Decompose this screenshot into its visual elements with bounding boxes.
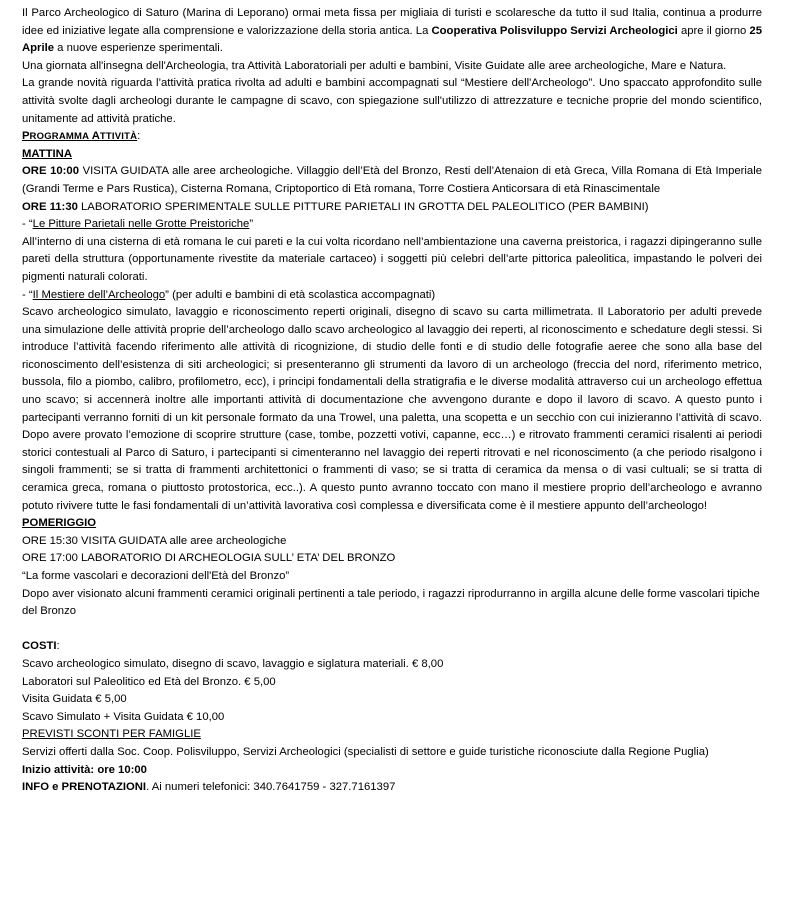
cooperative-name: Cooperativa Polisviluppo Servizi Archeologici — [431, 24, 678, 37]
schedule-item — [22, 163, 762, 198]
schedule-time: ORE 10:00 — [22, 165, 79, 178]
sconti-heading: PREVISTI SCONTI PER FAMIGLIE — [22, 728, 201, 741]
workshop-description: Dopo aver visionato alcuni frammenti ceramici originali pertinenti a tale periodo, i ragazzi riprodurranno in argilla alcune delle forme vascolari tipiche del Bronzo — [22, 587, 760, 618]
costi-heading: COSTI: — [22, 640, 60, 653]
programma-heading: PROGRAMMA ATTIVITÀ: — [22, 130, 141, 143]
intro-paragraph-2: Una giornata all'insegna dell'Archeologia, tra Attività Laboratoriali per adulti e bambini, Visite Guidate alle aree archeologiche, Mare e Natura. — [22, 59, 727, 72]
lab-title-text: Le Pitture Parietali nelle Grotte Preistoriche — [32, 218, 250, 231]
lab-description: Scavo archeologico simulato, lavaggio e riconoscimento reperti originali, disegno di scavo su carta millimetrata. Il Laboratorio per adulti prevede una simulazione delle attività proprie dell’archeologo dallo scavo archeologico al lavaggio dei reperti, al riconoscimento e schedature degli stessi. Si introduce l’attività facendo riferimento alle attività di ricognizione, di studio delle fonti e di studio delle fotografie aeree che sono alla base del riconoscimento dell’esistenza di siti archeologici; si presenteranno gli strumenti da lavoro di un archeologo (freccia del nord, riferimento metrico, bussola, filo a piombo, calibro, profilometro, ecc), i principi fondamentali della stratigrafia e le diverse modalità attraverso cui un archeologo effettua uno scavo; si accennerà inoltre alle importanti attività di documentazione che avvengono durante e dopo il lavoro di scavo. A questo punto i partecipanti verranno forniti di un kit personale formato da una Trowel, una paletta, una scopetta e un secchio con cui inizieranno l’attività di scavo. Dopo avere provato l’emozione di scoprire strutture (case, tombe, pozzetti votivi, capanne, ecc…) e ritrovato frammenti ceramici risalenti ai periodi storici contestuali al Parco di Saturo, i partecipanti si cimenteranno nel lavaggio dei reperti ritrovati e nel riconoscimento (a che periodo risalgono i singoli frammenti; se si tratta di frammenti architettonici o frammenti di vaso; se si tratta di ceramica da mensa o di vasi cultuali; se si tratta di ceramica greca, romana o piuttosto protostorica, ecc..). A questo punto avranno toccato con mano il mestiere proprio dell’archeologo e avranno potuto rivivere tutte le fasi fondamentali di un’attività lavorativa così complessa e diversificata come è il mestiere appunto dell’archeologo! — [22, 306, 762, 512]
spacer — [22, 621, 762, 639]
mattina-heading: MATTINA — [22, 147, 72, 160]
pomeriggio-heading: POMERIGGIO — [22, 517, 97, 530]
price-item: Scavo archeologico simulato, disegno di scavo, lavaggio e siglatura materiali. € 8,00 — [22, 657, 444, 670]
contact-info — [22, 779, 762, 797]
intro-paragraph — [22, 5, 762, 58]
services-text: Servizi offerti dalla Soc. Coop. Polisviluppo, Servizi Archeologici (specialisti di settore e guide turistiche riconosciute dalla Regione Puglia) — [22, 745, 709, 758]
lab-title: - “Le Pitture Parietali nelle Grotte Preistoriche” — [22, 218, 254, 231]
contact-label: INFO e PRENOTAZIONI — [22, 781, 147, 794]
schedule-text: VISITA GUIDATA alle aree archeologiche. Villaggio dell’Età del Bronzo, Resti dell’Atenaion di età Greca, Villa Romana di Età Imperiale (Grandi Terme e Pars Rustica), Cisterna Romana, Criptoportico di Età romana, Torre Costiera Anticorsara di età Rinascimentale — [22, 165, 763, 195]
phone-numbers: . Ai numeri telefonici: 340.7641759 - 327.7161397 — [146, 781, 396, 794]
document-page — [22, 5, 762, 797]
schedule-line: ORE 17:00 LABORATORIO DI ARCHEOLOGIA SULL’ ETA’ DEL BRONZO — [22, 552, 396, 565]
lab-title-text: Il Mestiere dell’Archeologo — [32, 288, 166, 301]
intro-text: a nuove esperienze sperimentali. — [54, 42, 223, 55]
event-date: 25 Aprile — [22, 24, 762, 55]
intro-text: apre il giorno — [677, 24, 750, 37]
start-time: Inizio attività: ore 10:00 — [22, 763, 147, 776]
schedule-item — [22, 199, 762, 217]
price-item: Scavo Simulato + Visita Guidata € 10,00 — [22, 710, 225, 723]
schedule-time: ORE 11:30 — [22, 200, 78, 213]
schedule-line: ORE 15:30 VISITA GUIDATA alle aree archeologiche — [22, 534, 287, 547]
intro-text: Il Parco Archeologico di Saturo (Marina di Leporano) ormai meta fissa per migliaia di turisti e scolaresche da tutto il sud Italia, continua a produrre idee ed iniziative legate alla comprensione e valorizzazione della storia antica. La — [22, 7, 762, 37]
lab-title: - “Il Mestiere dell’Archeologo” (per adulti e bambini di età scolastica accompagnati) — [22, 288, 436, 301]
schedule-text: LABORATORIO SPERIMENTALE SULLE PITTURE PARIETALI IN GROTTA DEL PALEOLITICO (PER BAMBINI) — [77, 200, 649, 213]
workshop-title: “La forme vascolari e decorazioni dell'Età del Bronzo” — [22, 570, 290, 582]
lab-description: All’interno di una cisterna di età romana le cui pareti e la cui volta ricordano nell’ambientazione una caverna preistorica, i ragazzi dipingeranno sulle pareti della struttura (opportunamente rivestite da materiale cartaceo) i soggetti più celebri dell’arte pittorica paleolitica, impastando le polveri dei pigmenti naturali colorati. — [22, 235, 762, 283]
intro-paragraph-3: La grande novità riguarda l’attività pratica rivolta ad adulti e bambini accompagnati sul “Mestiere dell'Archeologo”. Uno spaccato approfondito sulle attività svolte dagli archeologi durante le campagne di scavo, con spiegazione sull'utilizzo di attrezzature e tecniche proprie del mondo scientifico, unitamente ad attività pratiche. — [22, 77, 762, 125]
price-item: Visita Guidata € 5,00 — [22, 693, 127, 706]
price-item: Laboratori sul Paleolitico ed Età del Bronzo. € 5,00 — [22, 675, 276, 688]
